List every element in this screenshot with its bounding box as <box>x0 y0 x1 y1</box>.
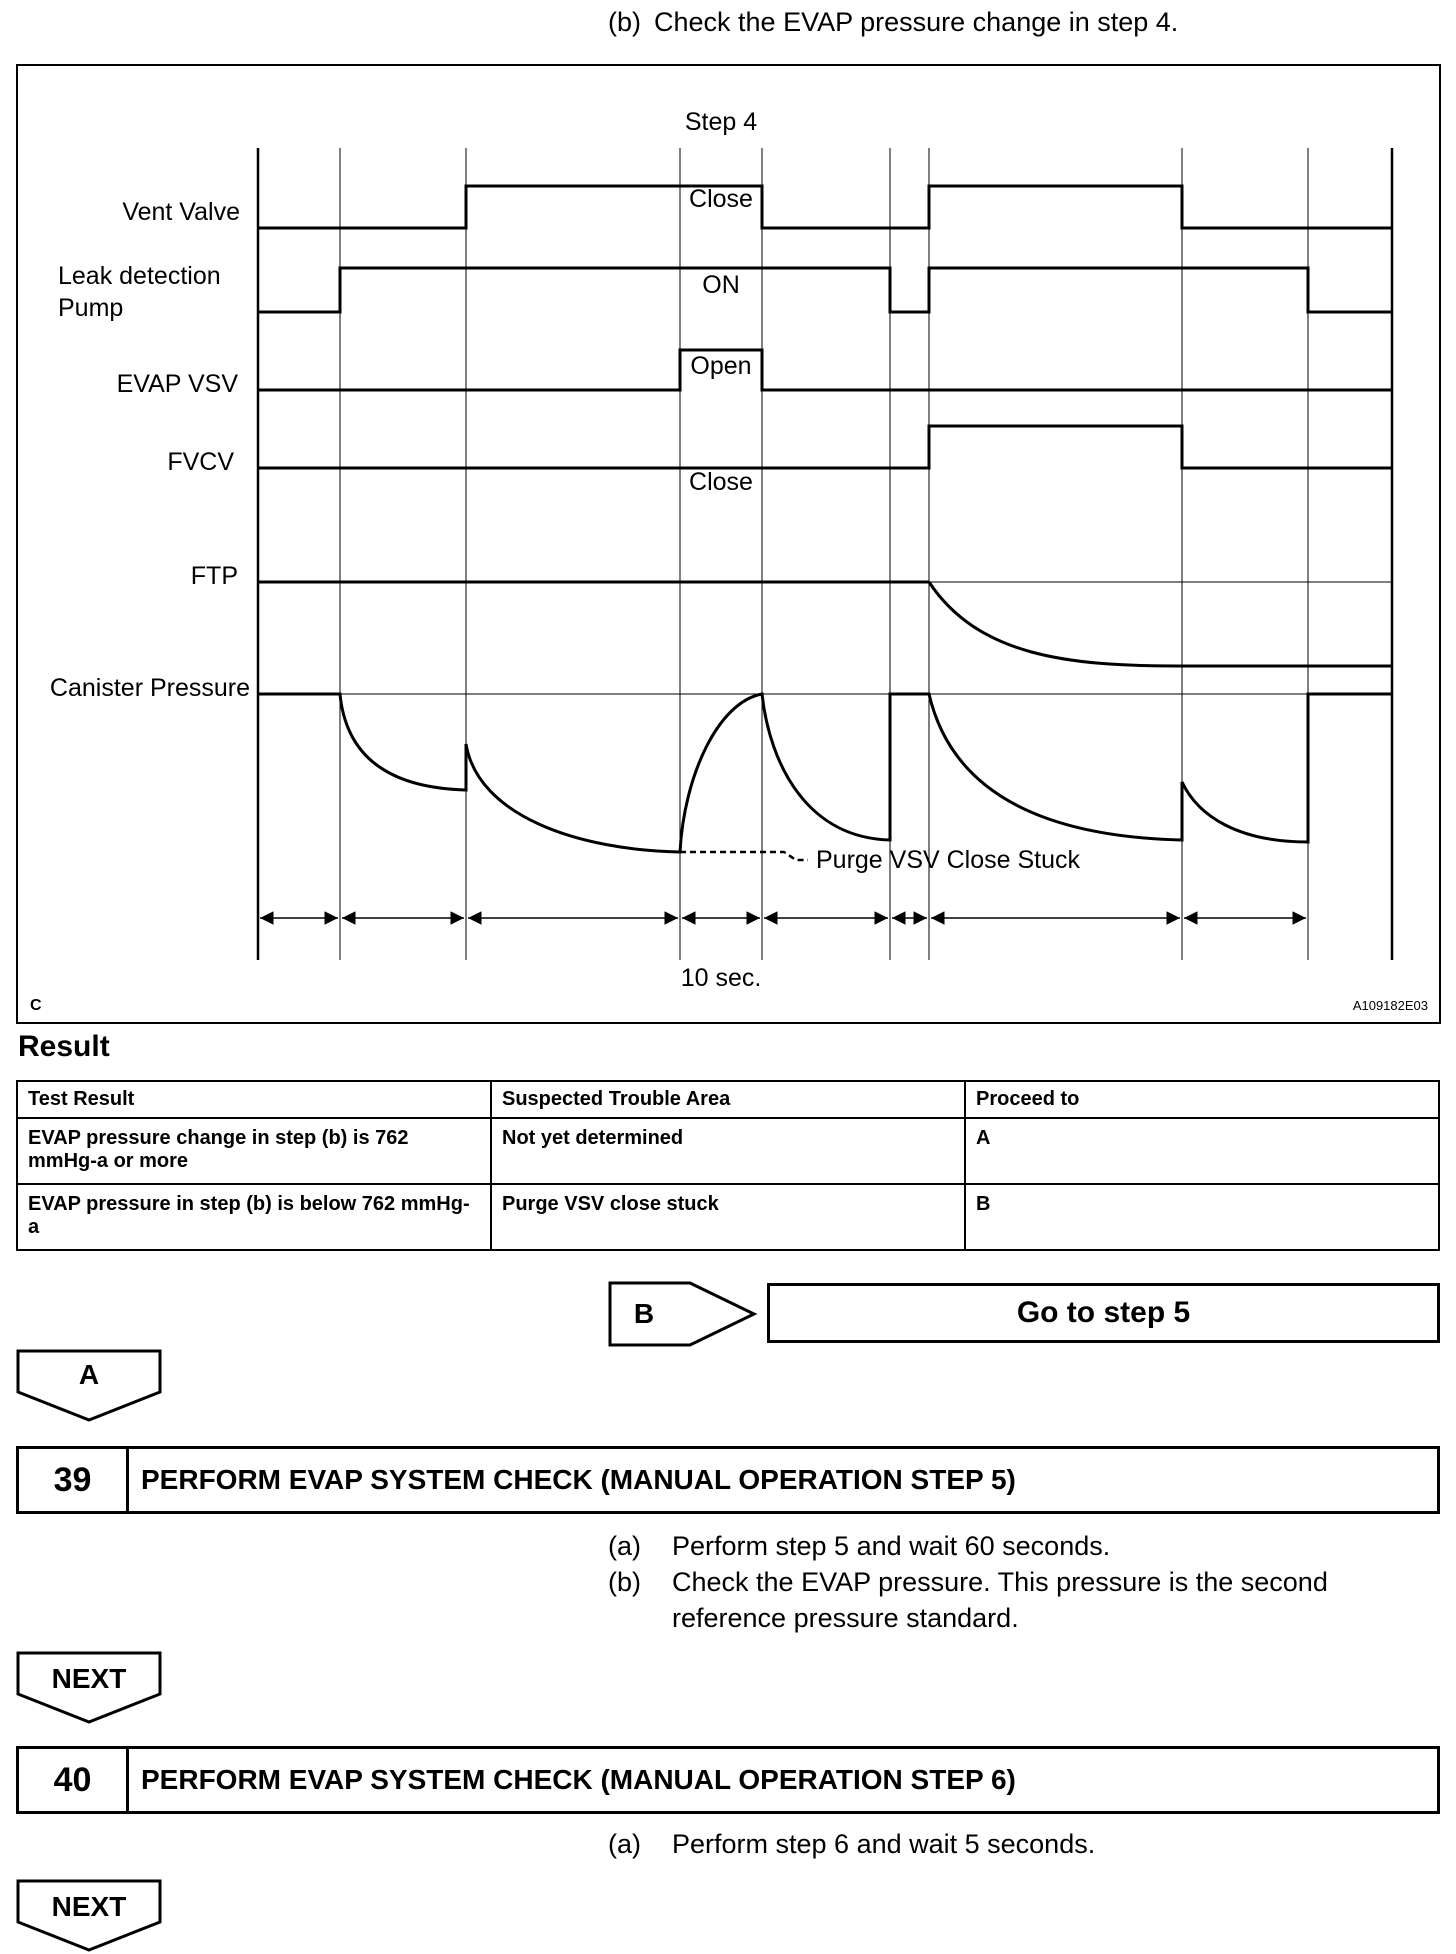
table-row <box>17 1118 1439 1184</box>
evap-vsv-trace <box>258 350 1392 390</box>
next-label: NEXT <box>51 1663 127 1694</box>
col-header-trouble-area: Suspected Trouble Area <box>491 1081 965 1118</box>
go-to-step-5-box[interactable]: Go to step 5 <box>767 1283 1440 1343</box>
pump-trace <box>258 268 1392 312</box>
branch-b-arrow[interactable] <box>608 1280 768 1348</box>
timing-diagram <box>16 64 1441 1024</box>
time-10sec-label: 10 sec. <box>680 964 762 992</box>
instruction-label: (a) <box>608 1531 641 1561</box>
result-table <box>16 1080 1440 1251</box>
step-40-instructions <box>608 1826 1428 1862</box>
branch-a-arrow[interactable] <box>16 1348 164 1424</box>
fvcv-close-label: Close <box>689 468 753 496</box>
result-heading: Result <box>18 1030 110 1063</box>
instruction-item <box>608 1564 1428 1636</box>
instruction-item <box>608 1826 1428 1862</box>
col-header-proceed-to: Proceed to <box>965 1081 1439 1118</box>
signal-label-pump: Pump <box>58 294 124 322</box>
branch-b-label: B <box>633 1298 655 1329</box>
cell-test-result: EVAP pressure in step (b) is below 762 mmHg-a <box>17 1184 491 1250</box>
signal-label-fvcv: FVCV <box>167 448 234 476</box>
step-b-instruction <box>608 4 1178 40</box>
figure-id: A109182E03 <box>1352 998 1428 1013</box>
instruction-label: (a) <box>608 1829 641 1859</box>
cell-proceed-to: B <box>965 1184 1439 1250</box>
cell-trouble-area: Not yet determined <box>491 1118 965 1184</box>
table-header-row <box>17 1081 1439 1118</box>
figure-corner-letter: C <box>30 997 42 1014</box>
time-grid-lines <box>258 148 1392 960</box>
step-title: PERFORM EVAP SYSTEM CHECK (MANUAL OPERATION STEP 6) <box>141 1764 1016 1795</box>
next-button-40[interactable] <box>16 1878 164 1954</box>
signal-label-vent-valve: Vent Valve <box>122 198 240 226</box>
step-number: 39 <box>19 1449 129 1511</box>
instruction-item <box>608 1528 1428 1564</box>
signal-label-leak-detection: Leak detection <box>58 262 221 290</box>
purge-stuck-annotation: Purge VSV Close Stuck <box>816 846 1081 874</box>
vent-valve-trace <box>258 186 1392 228</box>
instruction-label: (b) <box>608 1567 641 1597</box>
vsv-open-label: Open <box>690 352 752 380</box>
canister-pressure-trace <box>258 694 1392 852</box>
signal-label-ftp: FTP <box>190 562 238 590</box>
step-39-instructions <box>608 1528 1428 1636</box>
vent-close-label: Close <box>689 185 753 213</box>
purge-stuck-dashed-trace <box>680 852 808 860</box>
instruction-text: Check the EVAP pressure. This pressure is the second reference pressure standard. <box>672 1567 1328 1633</box>
branch-a-label: A <box>78 1359 100 1390</box>
signal-label-canister-pressure: Canister Pressure <box>49 674 250 702</box>
signal-label-evap-vsv: EVAP VSV <box>116 370 238 398</box>
step-4-label: Step 4 <box>684 108 758 136</box>
ftp-decay-trace <box>929 582 1392 666</box>
instruction-label: (b) <box>608 7 641 37</box>
next-label: NEXT <box>51 1891 127 1922</box>
instruction-text: Perform step 6 and wait 5 seconds. <box>672 1829 1096 1859</box>
table-row <box>17 1184 1439 1250</box>
step-40-header <box>16 1746 1440 1814</box>
fvcv-trace <box>258 426 1392 468</box>
next-button-39[interactable] <box>16 1650 164 1726</box>
col-header-test-result: Test Result <box>17 1081 491 1118</box>
step-number: 40 <box>19 1749 129 1811</box>
step-title: PERFORM EVAP SYSTEM CHECK (MANUAL OPERATION STEP 5) <box>141 1464 1016 1495</box>
cell-proceed-to: A <box>965 1118 1439 1184</box>
pump-on-label: ON <box>702 271 740 299</box>
instruction-text: Check the EVAP pressure change in step 4. <box>654 7 1179 37</box>
step-39-header <box>16 1446 1440 1514</box>
cell-trouble-area: Purge VSV close stuck <box>491 1184 965 1250</box>
timing-diagram-svg <box>18 66 1439 1022</box>
cell-test-result: EVAP pressure change in step (b) is 762 mmHg-a or more <box>17 1118 491 1184</box>
instruction-text: Perform step 5 and wait 60 seconds. <box>672 1531 1111 1561</box>
